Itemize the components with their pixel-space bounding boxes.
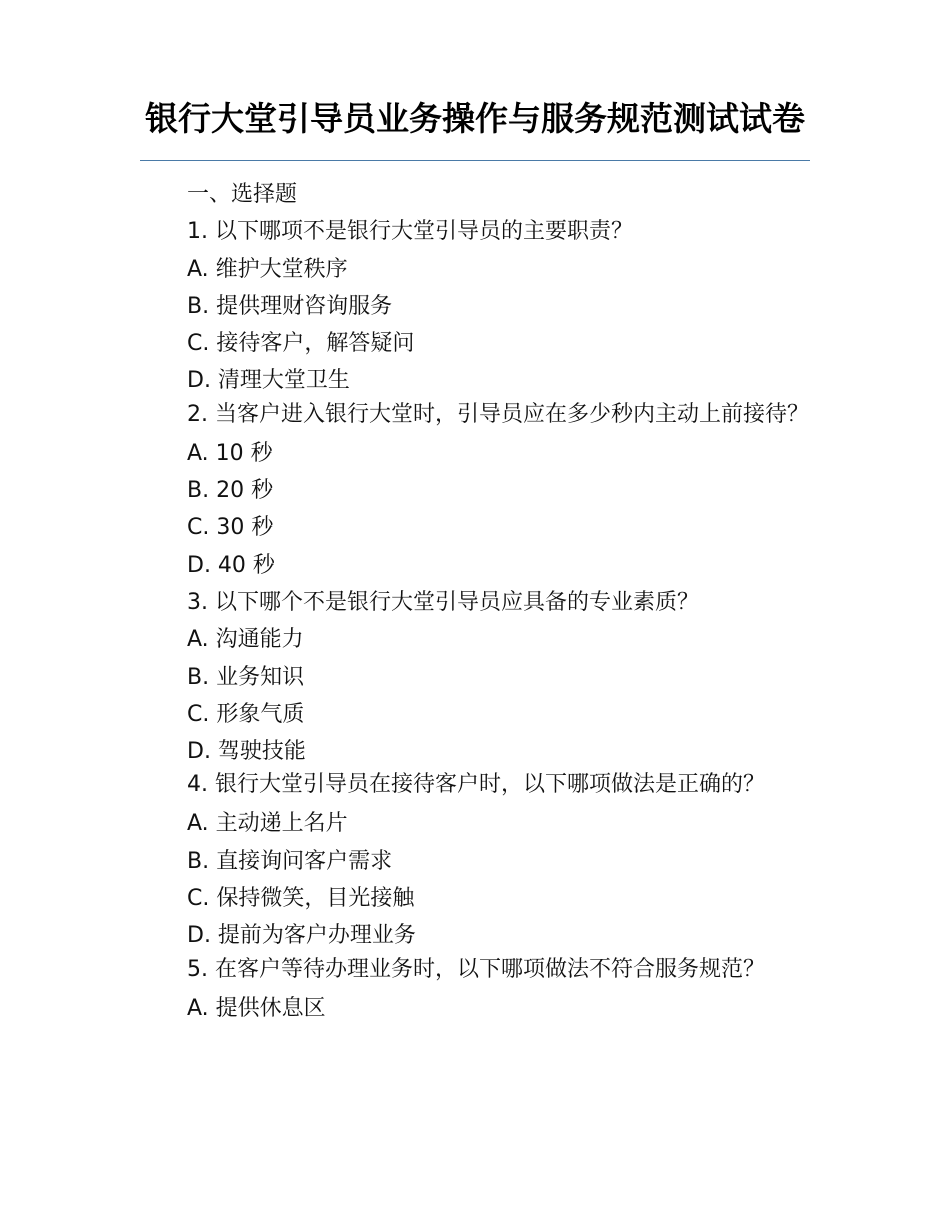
option-3d: D. 驾驶技能: [187, 739, 306, 765]
option-2d: D. 40 秒: [187, 552, 275, 578]
document-title: 银行大堂引导员业务操作与服务规范测试试卷: [145, 99, 805, 138]
option-3b: B. 业务知识: [187, 664, 305, 690]
option-1d: D. 清理大堂卫生: [187, 368, 350, 394]
question-4: 4. 银行大堂引导员在接待客户时，以下哪项做法是正确的？: [187, 772, 765, 798]
question-3: 3. 以下哪个不是银行大堂引导员应具备的专业素质？: [187, 589, 699, 615]
option-2a: A. 10 秒: [187, 440, 273, 466]
option-4c: C. 保持微笑，目光接触: [187, 886, 415, 912]
question-5: 5. 在客户等待办理业务时，以下哪项做法不符合服务规范？: [187, 956, 765, 982]
option-1a: A. 维护大堂秩序: [187, 256, 348, 282]
option-1b: B. 提供理财咨询服务: [187, 293, 393, 319]
option-5a: A. 提供休息区: [187, 995, 326, 1021]
option-2c: C. 30 秒: [187, 515, 274, 541]
option-2b: B. 20 秒: [187, 478, 274, 504]
option-1c: C. 接待客户，解答疑问: [187, 331, 415, 357]
question-1: 1. 以下哪项不是银行大堂引导员的主要职责？: [187, 219, 633, 245]
option-3a: A. 沟通能力: [187, 627, 304, 653]
section-heading: 一、选择题: [187, 182, 298, 207]
title-underline: [140, 160, 810, 161]
option-4a: A. 主动递上名片: [187, 811, 348, 837]
question-2: 2. 当客户进入银行大堂时，引导员应在多少秒内主动上前接待？: [187, 401, 809, 427]
option-3c: C. 形象气质: [187, 701, 305, 727]
question-list: [140, 176, 810, 1027]
option-4d: D. 提前为客户办理业务: [187, 923, 416, 949]
option-4b: B. 直接询问客户需求: [187, 848, 393, 874]
